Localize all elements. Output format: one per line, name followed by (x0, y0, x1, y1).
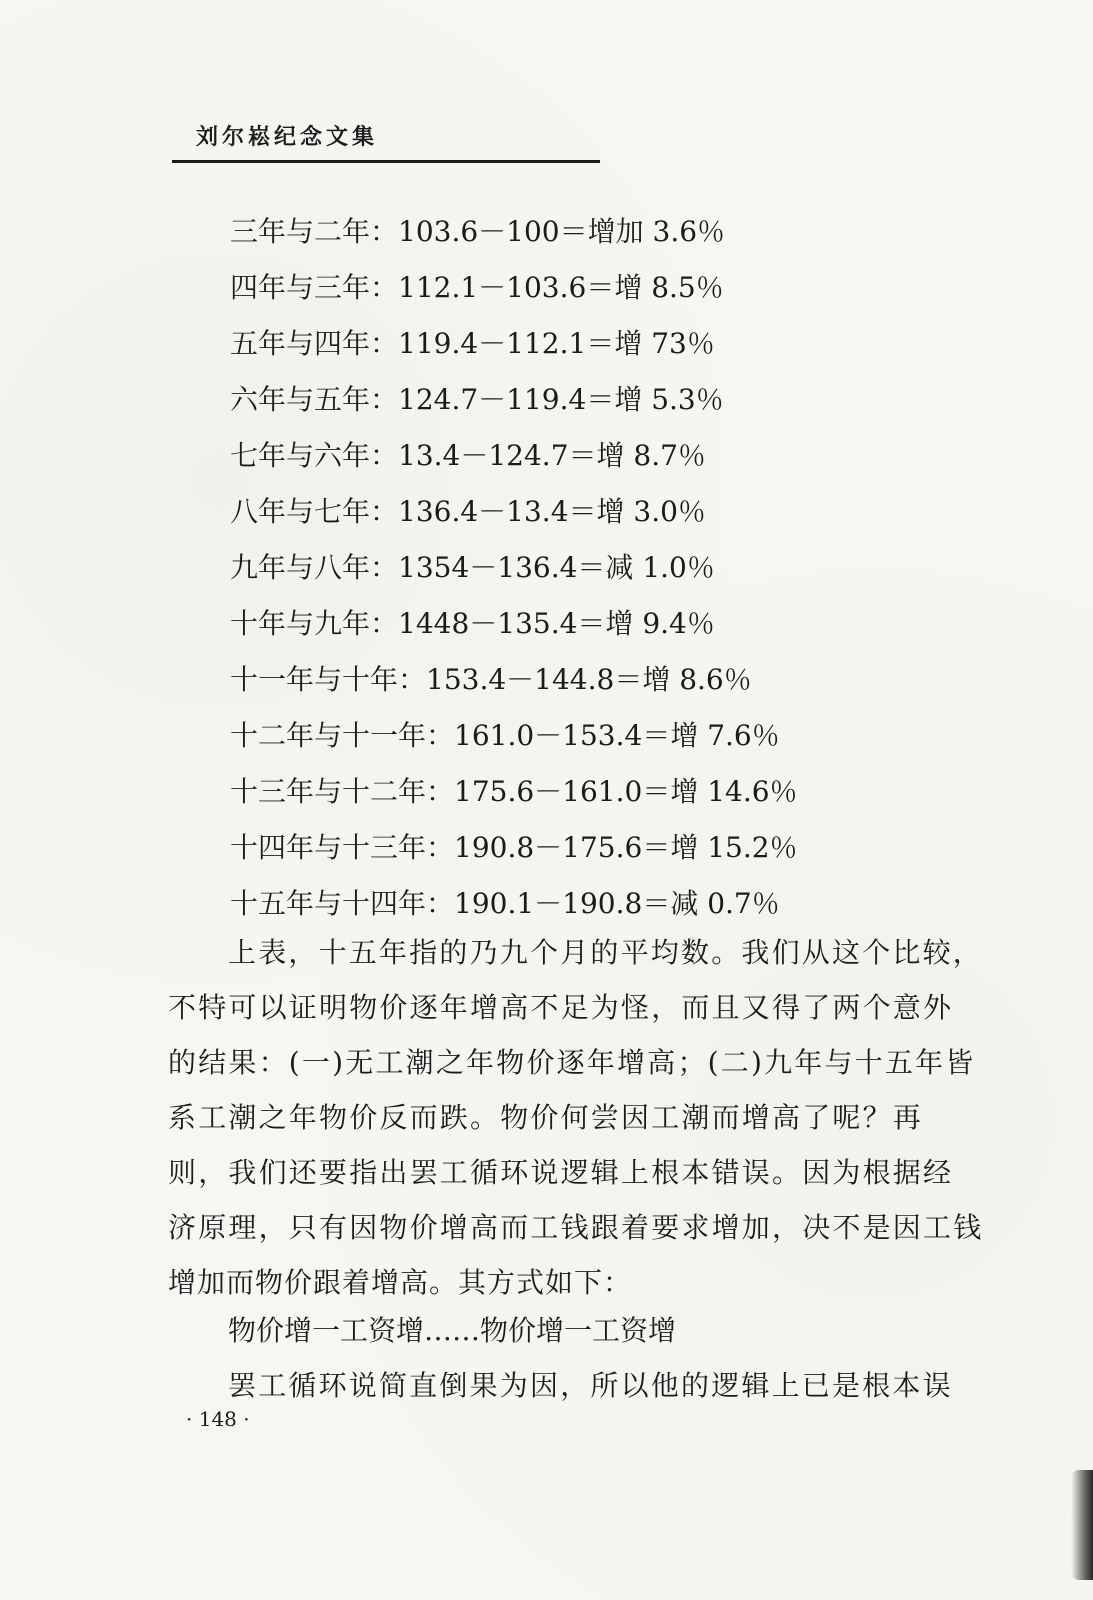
equation-line: 三年与二年：103.6－100＝增加 3.6％ (230, 215, 726, 248)
price-comparison-list (230, 204, 990, 932)
equation-line: 六年与五年：124.7－119.4＝增 5.3％ (230, 383, 724, 416)
body-paragraph (168, 925, 984, 1310)
equation-line: 十四年与十三年：190.8－175.6＝增 15.2％ (230, 831, 798, 864)
equation-line: 七年与六年：13.4－124.7＝增 8.7％ (230, 439, 706, 472)
equation-line: 十二年与十一年：161.0－153.4＝增 7.6％ (230, 719, 780, 752)
equation-line: 四年与三年：112.1－103.6＝增 8.5％ (230, 271, 724, 304)
paragraph-line: 罢工循环说简直倒果为因，所以他的逻辑上已是根本误 (228, 1369, 953, 1402)
paragraph-line: 增加而物价跟着增高。其方式如下： (168, 1266, 633, 1299)
running-head (172, 124, 600, 163)
equation-line: 十五年与十四年：190.1－190.8＝减 0.7％ (230, 887, 780, 920)
paragraph-line: 不特可以证明物价逐年增高不足为怪，而且又得了两个意外 (168, 991, 954, 1024)
scan-edge-shadow (1071, 1470, 1093, 1580)
equation-line: 八年与七年：136.4－13.4＝增 3.0％ (230, 495, 706, 528)
paragraph-line: 上表，十五年指的乃九个月的平均数。我们从这个比较， (228, 936, 984, 969)
equation-line: 十一年与十年：153.4－144.8＝增 8.6％ (230, 663, 752, 696)
paragraph-line: 则，我们还要指出罢工循环说逻辑上根本错误。因为根据经 (168, 1156, 954, 1189)
equation-line: 十年与九年：1448－135.4＝增 9.4％ (230, 607, 715, 640)
equation-line: 十三年与十二年：175.6－161.0＝增 14.6％ (230, 775, 798, 808)
equation-line: 九年与八年：1354－136.4＝减 1.0％ (230, 551, 715, 584)
paragraph-line: 系工潮之年物价反而跌。物价何尝因工潮而增高了呢？再 (168, 1101, 924, 1134)
paragraph-line: 济原理，只有因物价增高而工钱跟着要求增加，决不是因工钱 (168, 1211, 984, 1244)
book-title: 刘尔崧纪念文集 (196, 125, 379, 150)
page-number: · 148 · (186, 1407, 250, 1431)
formula-line: 物价增一工资增……物价增一工资增 (228, 1314, 677, 1347)
equation-line: 五年与四年：119.4－112.1＝增 73％ (230, 327, 715, 360)
header-rule (172, 160, 600, 163)
paragraph-line: 的结果：(一)无工潮之年物价逐年增高；(二)九年与十五年皆 (168, 1046, 976, 1079)
